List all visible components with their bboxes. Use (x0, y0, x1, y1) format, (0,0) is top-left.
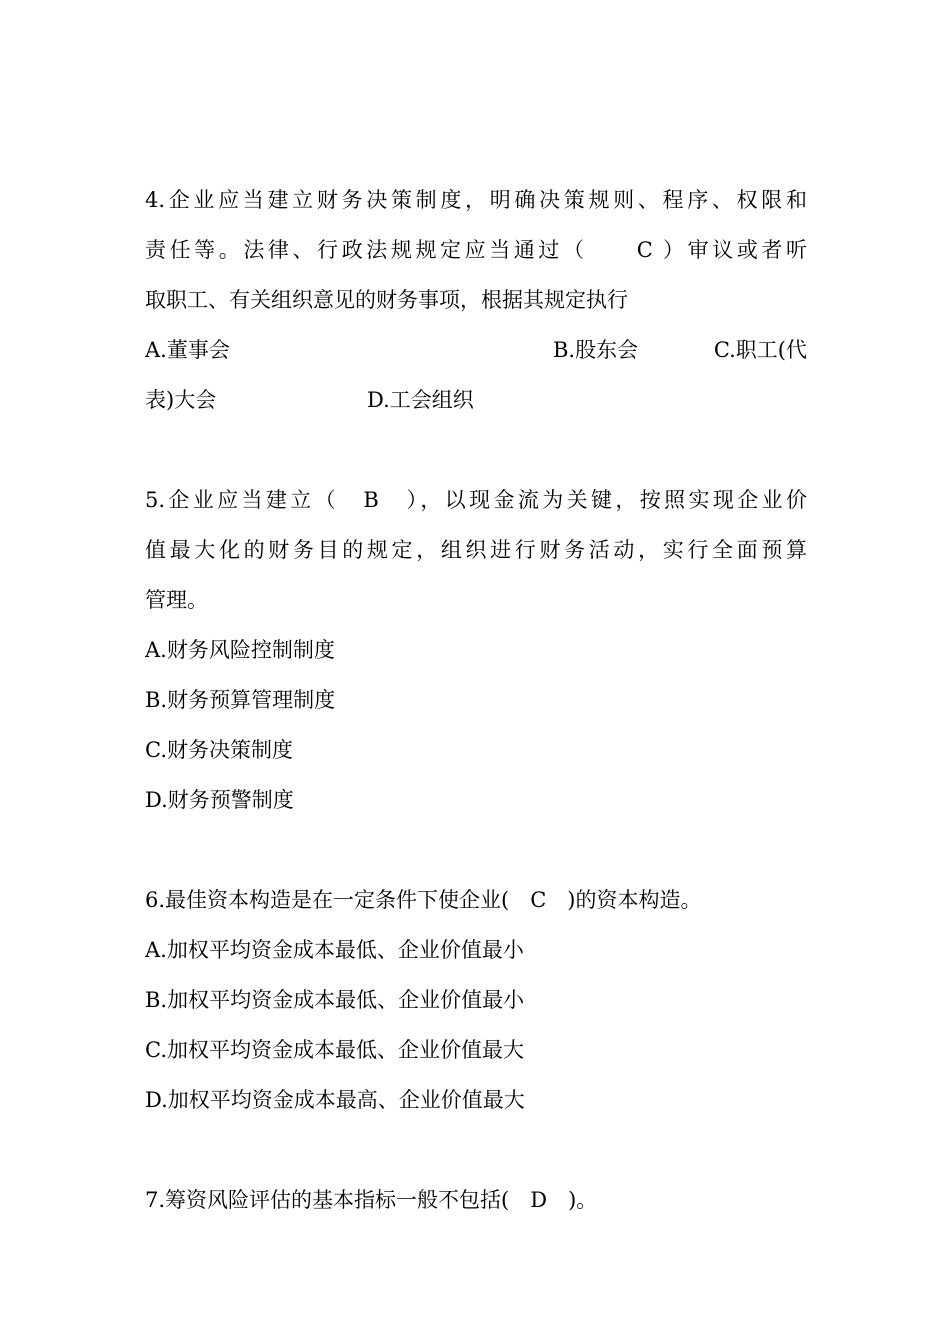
question-5-option-c: C.财务决策制度 (145, 738, 293, 762)
document-page (145, 175, 807, 1225)
question-4-stem-line-1: 4.企业应当建立财务决策制度，明确决策规则、程序、权限和 (145, 188, 807, 212)
question-7 (145, 1175, 807, 1225)
question-4-option-b: B.股东会 (553, 338, 639, 362)
question-4 (145, 175, 807, 425)
question-4-stem-line-2: 责任等。法律、行政法规规定应当通过（ C ）审议或者听 (145, 238, 807, 262)
question-4-option-a: A.董事会 (145, 338, 230, 362)
question-6-option-b: B.加权平均资金成本最低、企业价值最小 (145, 988, 525, 1012)
spacer (145, 425, 807, 475)
question-4-option-d: D.工会组织 (367, 388, 474, 412)
question-7-stem: 7.筹资风险评估的基本指标一般不包括( D )。 (145, 1188, 598, 1212)
question-5-stem-line-2: 值最大化的财务目的规定，组织进行财务活动，实行全面预算 (145, 538, 807, 562)
question-5-stem-line-1: 5.企业应当建立（ B ），以现金流为关键，按照实现企业价 (145, 488, 807, 512)
question-6-stem: 6.最佳资本构造是在一定条件下使企业( C )的资本构造。 (145, 888, 702, 912)
question-5-option-d: D.财务预警制度 (145, 788, 294, 812)
question-5-option-b: B.财务预算管理制度 (145, 688, 336, 712)
question-4-option-c-part-2: 表)大会 (145, 388, 217, 412)
question-4-options-row-1 (145, 325, 807, 375)
question-6-option-d: D.加权平均资金成本最高、企业价值最大 (145, 1088, 525, 1112)
question-6-option-a: A.加权平均资金成本最低、企业价值最小 (145, 938, 524, 962)
question-4-stem-line-3: 取职工、有关组织意见的财务事项，根据其规定执行 (145, 288, 628, 312)
question-5-option-a: A.财务风险控制制度 (145, 638, 335, 662)
question-5 (145, 475, 807, 825)
spacer (145, 1125, 807, 1175)
question-5-stem-line-3: 管理。 (145, 588, 208, 612)
question-6 (145, 875, 807, 1125)
question-6-option-c: C.加权平均资金成本最低、企业价值最大 (145, 1038, 524, 1062)
spacer (145, 825, 807, 875)
question-4-options-row-2 (145, 375, 807, 425)
question-4-option-c-part-1: C.职工(代 (713, 338, 807, 362)
